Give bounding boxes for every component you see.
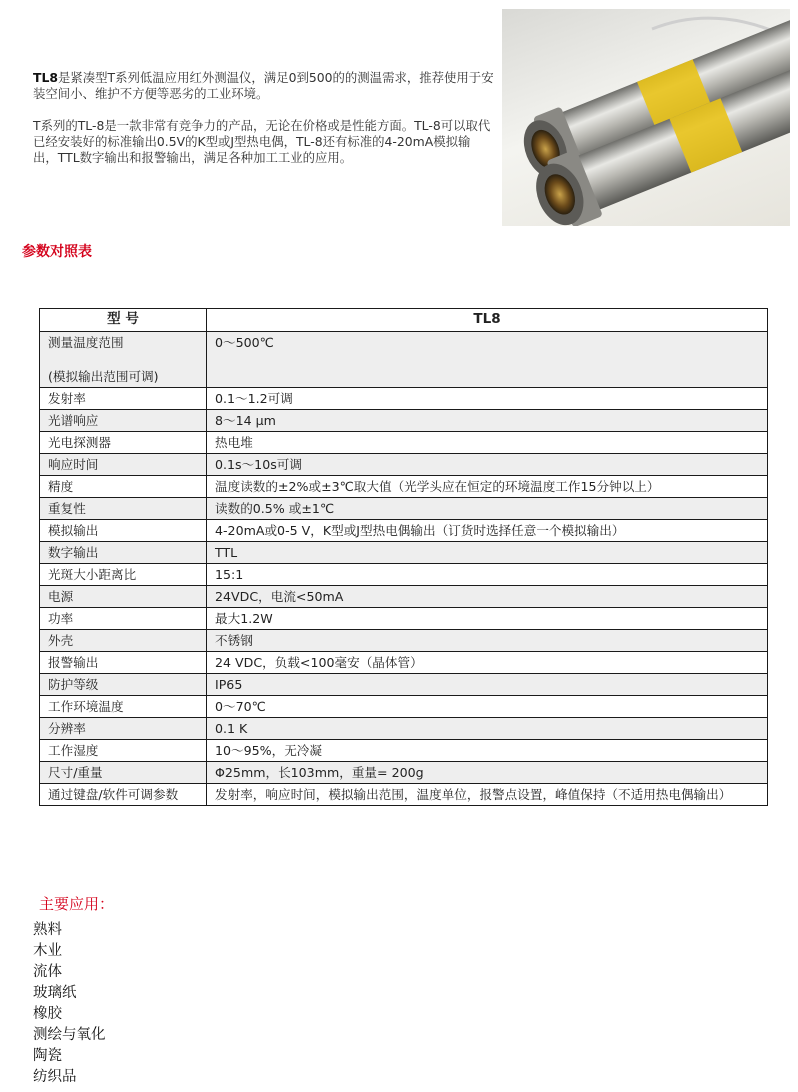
param-name-cell: 功率 (40, 608, 207, 630)
param-value-cell: 4-20mA或0-5 V，K型或J型热电偶输出（订货时选择任意一个模拟输出） (207, 520, 768, 542)
param-value-cell: 发射率，响应时间，模拟输出范围，温度单位，报警点设置，峰值保持（不适用热电偶输出） (207, 784, 768, 806)
table-row (40, 454, 768, 476)
param-name-cell: 尺寸/重量 (40, 762, 207, 784)
table-row (40, 564, 768, 586)
param-name-cell: 外壳 (40, 630, 207, 652)
table-row (40, 630, 768, 652)
param-value-cell: 24 VDC，负载<100毫安（晶体管） (207, 652, 768, 674)
param-value-cell: 8～14 μm (207, 410, 768, 432)
param-name-cell: 测量温度范围 (模拟输出范围可调) (40, 332, 207, 388)
param-name-cell: 响应时间 (40, 454, 207, 476)
product-name: TL8 (33, 70, 58, 85)
table-row (40, 674, 768, 696)
table-row (40, 784, 768, 806)
intro-paragraph-2: T系列的TL-8是一款非常有竞争力的产品，无论在价格或是性能方面。TL-8可以取代已经安装好的标准输出0.5V的K型或J型热电偶，TL-8还有标准的4-20mA模拟输出，TTL数字输出和报警输出，满足各种加工工业的应用。 (33, 118, 491, 165)
table-row (40, 718, 768, 740)
applications-title: 主要应用： (39, 895, 115, 913)
param-value-cell: 10～95%，无冷凝 (207, 740, 768, 762)
param-value-cell: 0.1～1.2可调 (207, 388, 768, 410)
param-name-cell: 重复性 (40, 498, 207, 520)
param-value-cell: 0.1 K (207, 718, 768, 740)
table-row (40, 542, 768, 564)
table-row (40, 498, 768, 520)
intro-paragraph-1 (33, 70, 495, 102)
param-name-cell: 模拟输出 (40, 520, 207, 542)
application-item: 橡胶 (33, 1006, 62, 1022)
param-name-cell: 工作湿度 (40, 740, 207, 762)
param-name-cell: 光斑大小距离比 (40, 564, 207, 586)
param-name-cell: 电源 (40, 586, 207, 608)
table-header-product: TL8 (207, 309, 768, 332)
table-row (40, 388, 768, 410)
param-value-cell: 24VDC，电流<50mA (207, 586, 768, 608)
param-name-cell: 光谱响应 (40, 410, 207, 432)
application-item: 熟料 (33, 922, 62, 938)
table-row (40, 432, 768, 454)
param-name-cell: 数字输出 (40, 542, 207, 564)
param-value-cell: Φ25mm，长103mm，重量= 200g (207, 762, 768, 784)
param-value-cell: 最大1.2W (207, 608, 768, 630)
spec-table-body (40, 332, 768, 806)
param-name-cell: 通过键盘/软件可调参数 (40, 784, 207, 806)
param-value-cell: 0.1s～10s可调 (207, 454, 768, 476)
table-row (40, 762, 768, 784)
param-name-cell: 发射率 (40, 388, 207, 410)
product-photo (502, 9, 790, 226)
param-value-cell: IP65 (207, 674, 768, 696)
table-row (40, 740, 768, 762)
param-name-cell: 光电探测器 (40, 432, 207, 454)
table-row (40, 410, 768, 432)
param-value-cell: 15:1 (207, 564, 768, 586)
param-value-cell: 0～500℃ (207, 332, 768, 388)
application-item: 木业 (33, 943, 62, 959)
applications-list (33, 920, 106, 1088)
param-value-cell: 不锈钢 (207, 630, 768, 652)
param-value-cell: 热电堆 (207, 432, 768, 454)
application-item: 玻璃纸 (33, 985, 77, 1001)
param-name-cell: 精度 (40, 476, 207, 498)
param-name-cell: 报警输出 (40, 652, 207, 674)
spec-table (39, 308, 768, 806)
intro-text (33, 70, 495, 182)
intro-paragraph-1-text: 是紧凑型T系列低温应用红外测温仪，满足0到500的的测温需求，推荐使用于安装空间小、维护不方便等恶劣的工业环境。 (33, 70, 494, 101)
application-item: 陶瓷 (33, 1048, 62, 1064)
application-item: 纺织品 (33, 1069, 77, 1085)
table-row (40, 652, 768, 674)
table-row (40, 586, 768, 608)
table-row (40, 520, 768, 542)
table-row (40, 696, 768, 718)
param-value-cell: 读数的0.5% 或±1℃ (207, 498, 768, 520)
table-row (40, 608, 768, 630)
application-item: 测绘与氧化 (33, 1027, 106, 1043)
sensor-illustration (502, 9, 790, 226)
table-header-model: 型 号 (40, 309, 207, 332)
table-row (40, 332, 768, 388)
param-name-cell: 工作环境温度 (40, 696, 207, 718)
param-value-cell: 温度读数的±2%或±3℃取大值（光学头应在恒定的环境温度工作15分钟以上） (207, 476, 768, 498)
application-item: 流体 (33, 964, 62, 980)
param-name-cell: 分辨率 (40, 718, 207, 740)
param-value-cell: 0～70℃ (207, 696, 768, 718)
param-value-cell: TTL (207, 542, 768, 564)
param-name-cell: 防护等级 (40, 674, 207, 696)
table-row (40, 476, 768, 498)
section-title: 参数对照表 (22, 244, 92, 260)
